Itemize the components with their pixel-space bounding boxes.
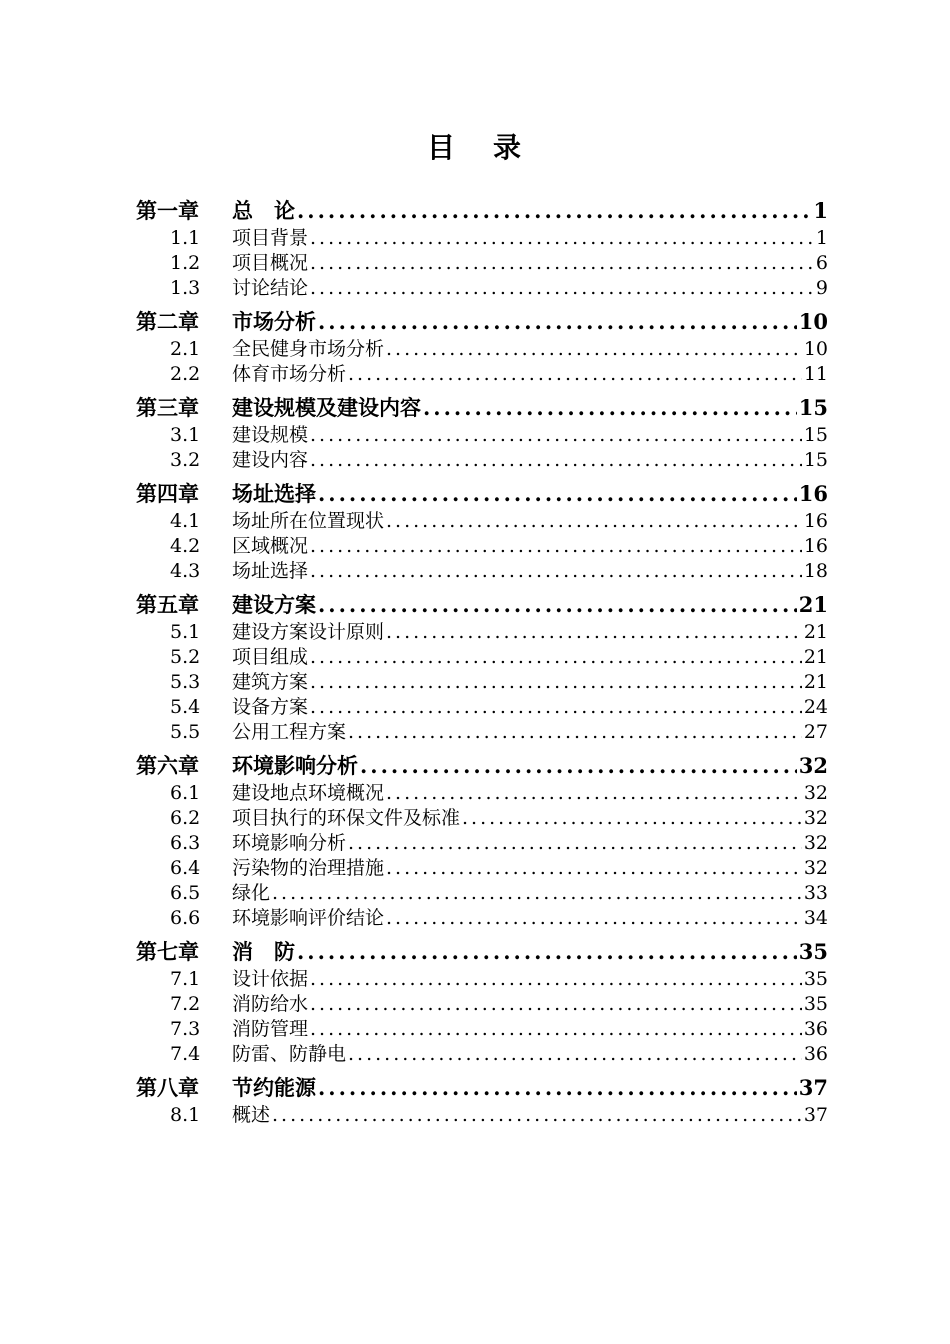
section-title: 设计依据: [232, 968, 309, 990]
page-number: 10: [803, 338, 828, 360]
section-number: 3.2: [170, 449, 201, 471]
toc-section-entry[interactable]: [136, 645, 828, 670]
dot-leader: [310, 992, 802, 1017]
dot-leader: [310, 645, 802, 670]
toc-section-entry[interactable]: [136, 448, 828, 473]
section-title: 项目背景: [232, 227, 309, 249]
toc-section-entry[interactable]: [136, 337, 828, 362]
page-number: 21: [803, 671, 828, 693]
dot-leader: [310, 670, 802, 695]
chapter-number: 第七章: [136, 939, 199, 964]
dot-leader: [348, 1042, 802, 1067]
section-title: 环境影响分析: [232, 832, 347, 854]
section-number: 6.5: [170, 882, 201, 904]
section-number: 7.4: [170, 1043, 201, 1065]
dot-leader: [310, 448, 802, 473]
chapter-number: 第一章: [136, 198, 199, 223]
dot-leader: [360, 751, 797, 781]
section-title: 绿化: [232, 882, 271, 904]
toc-chapter-entry[interactable]: [136, 307, 828, 337]
page-number: 36: [803, 1043, 828, 1065]
dot-leader: [386, 509, 802, 534]
toc-chapter-entry[interactable]: [136, 393, 828, 423]
page-number: 15: [798, 395, 828, 420]
dot-leader: [462, 806, 802, 831]
section-title: 建设地点环境概况: [232, 782, 385, 804]
dot-leader: [310, 559, 802, 584]
dot-leader: [318, 590, 797, 620]
section-title: 项目概况: [232, 252, 309, 274]
section-title: 项目组成: [232, 646, 309, 668]
section-number: 4.1: [170, 510, 201, 532]
page-number: 16: [803, 510, 828, 532]
section-title: 消防管理: [232, 1018, 309, 1040]
page-number: 10: [798, 309, 828, 334]
section-number: 1.1: [170, 227, 201, 249]
toc-section-entry[interactable]: [136, 670, 828, 695]
toc-section-entry[interactable]: [136, 881, 828, 906]
section-number: 5.2: [170, 646, 201, 668]
chapter-number: 第三章: [136, 395, 199, 420]
section-title: 区域概况: [232, 535, 309, 557]
section-number: 6.6: [170, 907, 201, 929]
section-number: 7.2: [170, 993, 201, 1015]
page-number: 15: [803, 449, 828, 471]
toc-chapter-group: [136, 196, 828, 301]
page-number: 35: [803, 993, 828, 1015]
toc-chapter-entry[interactable]: [136, 751, 828, 781]
page-number: 36: [803, 1018, 828, 1040]
section-title: 体育市场分析: [232, 363, 347, 385]
section-title: 项目执行的环保文件及标准: [232, 807, 461, 829]
section-number: 6.2: [170, 807, 201, 829]
toc-section-entry[interactable]: [136, 992, 828, 1017]
page-number: 1: [815, 227, 828, 249]
section-number: 5.5: [170, 721, 201, 743]
toc-section-entry[interactable]: [136, 781, 828, 806]
section-title: 概述: [232, 1104, 271, 1126]
toc-chapter-group: [136, 307, 828, 387]
dot-leader: [318, 479, 797, 509]
table-of-contents: [136, 196, 828, 1134]
dot-leader: [348, 831, 802, 856]
section-number: 4.3: [170, 560, 201, 582]
section-title: 场址选择: [232, 560, 309, 582]
dot-leader: [318, 307, 797, 337]
toc-section-entry[interactable]: [136, 423, 828, 448]
page-number: 32: [798, 753, 828, 778]
toc-section-entry[interactable]: [136, 695, 828, 720]
dot-leader: [272, 1103, 802, 1128]
chapter-number: 第二章: [136, 309, 199, 334]
chapter-title: 节约能源: [232, 1075, 316, 1100]
page-number: 21: [803, 646, 828, 668]
toc-chapter-entry[interactable]: [136, 479, 828, 509]
page-number: 35: [798, 939, 828, 964]
section-title: 建设规模: [232, 424, 309, 446]
dot-leader: [386, 856, 802, 881]
page-number: 24: [803, 696, 828, 718]
dot-leader: [386, 781, 802, 806]
toc-section-entry[interactable]: [136, 251, 828, 276]
dot-leader: [310, 967, 802, 992]
page-number: 1: [813, 198, 828, 223]
page-number: 16: [803, 535, 828, 557]
toc-chapter-group: [136, 393, 828, 473]
section-number: 6.1: [170, 782, 201, 804]
chapter-title: 场址选择: [232, 481, 316, 506]
dot-leader: [310, 1017, 802, 1042]
section-title: 讨论结论: [232, 277, 309, 299]
page-number: 18: [803, 560, 828, 582]
section-number: 1.3: [170, 277, 201, 299]
toc-section-entry[interactable]: [136, 362, 828, 387]
section-number: 6.4: [170, 857, 201, 879]
page-number: 33: [803, 882, 828, 904]
section-number: 6.3: [170, 832, 201, 854]
toc-section-entry[interactable]: [136, 559, 828, 584]
chapter-title: 总 论: [232, 198, 295, 223]
dot-leader: [386, 620, 802, 645]
section-number: 7.3: [170, 1018, 201, 1040]
chapter-title: 环境影响分析: [232, 753, 358, 778]
toc-section-entry[interactable]: [136, 906, 828, 931]
chapter-number: 第五章: [136, 592, 199, 617]
dot-leader: [310, 695, 802, 720]
toc-chapter-entry[interactable]: [136, 196, 828, 226]
dot-leader: [272, 881, 802, 906]
page-number: 9: [815, 277, 828, 299]
toc-section-entry[interactable]: [136, 1103, 828, 1128]
toc-chapter-group: [136, 479, 828, 584]
dot-leader: [310, 423, 802, 448]
toc-chapter-entry[interactable]: [136, 590, 828, 620]
page-title: [0, 126, 950, 166]
dot-leader: [386, 337, 802, 362]
section-title: 设备方案: [232, 696, 309, 718]
section-number: 5.3: [170, 671, 201, 693]
chapter-number: 第八章: [136, 1075, 199, 1100]
page-number: 6: [815, 252, 828, 274]
dot-leader: [297, 196, 811, 226]
page-number: 32: [803, 807, 828, 829]
page-number: 16: [798, 481, 828, 506]
section-title: 全民健身市场分析: [232, 338, 385, 360]
page-number: 32: [803, 857, 828, 879]
dot-leader: [310, 251, 814, 276]
toc-section-entry[interactable]: [136, 534, 828, 559]
toc-chapter-group: [136, 590, 828, 745]
toc-section-entry[interactable]: [136, 276, 828, 301]
page-number: 34: [803, 907, 828, 929]
section-title: 建设内容: [232, 449, 309, 471]
section-number: 5.1: [170, 621, 201, 643]
section-number: 2.1: [170, 338, 201, 360]
section-title: 场址所在位置现状: [232, 510, 385, 532]
page-number: 27: [803, 721, 828, 743]
chapter-title: 市场分析: [232, 309, 316, 334]
section-number: 1.2: [170, 252, 201, 274]
toc-chapter-group: [136, 1073, 828, 1128]
section-title: 建设方案设计原则: [232, 621, 385, 643]
section-title: 消防给水: [232, 993, 309, 1015]
toc-section-entry[interactable]: [136, 509, 828, 534]
section-title: 环境影响评价结论: [232, 907, 385, 929]
dot-leader: [348, 720, 802, 745]
dot-leader: [297, 937, 797, 967]
toc-section-entry[interactable]: [136, 1042, 828, 1067]
page-number: 11: [803, 363, 828, 385]
chapter-title: 建设规模及建设内容: [232, 395, 421, 420]
toc-chapter-entry[interactable]: [136, 1073, 828, 1103]
section-title: 防雷、防静电: [232, 1043, 347, 1065]
page-number: 32: [803, 832, 828, 854]
title-char: 录: [493, 131, 524, 164]
page-number: 15: [803, 424, 828, 446]
chapter-title: 消 防: [232, 939, 295, 964]
page-number: 21: [798, 592, 828, 617]
toc-chapter-entry[interactable]: [136, 937, 828, 967]
section-number: 4.2: [170, 535, 201, 557]
section-number: 8.1: [170, 1104, 201, 1126]
page-number: 21: [803, 621, 828, 643]
page-number: 37: [798, 1075, 828, 1100]
toc-chapter-group: [136, 937, 828, 1067]
toc-section-entry[interactable]: [136, 226, 828, 251]
section-number: 3.1: [170, 424, 201, 446]
toc-section-entry[interactable]: [136, 806, 828, 831]
page-number: 35: [803, 968, 828, 990]
page-number: 32: [803, 782, 828, 804]
section-title: 公用工程方案: [232, 721, 347, 743]
section-number: 5.4: [170, 696, 201, 718]
toc-section-entry[interactable]: [136, 720, 828, 745]
section-title: 污染物的治理措施: [232, 857, 385, 879]
chapter-number: 第六章: [136, 753, 199, 778]
dot-leader: [348, 362, 802, 387]
title-char: 目: [426, 131, 457, 164]
toc-section-entry[interactable]: [136, 831, 828, 856]
dot-leader: [310, 276, 814, 301]
dot-leader: [310, 226, 814, 251]
page-number: 37: [803, 1104, 828, 1126]
chapter-title: 建设方案: [232, 592, 316, 617]
dot-leader: [318, 1073, 797, 1103]
toc-chapter-group: [136, 751, 828, 931]
chapter-number: 第四章: [136, 481, 199, 506]
toc-section-entry[interactable]: [136, 967, 828, 992]
toc-section-entry[interactable]: [136, 1017, 828, 1042]
section-title: 建筑方案: [232, 671, 309, 693]
dot-leader: [423, 393, 797, 423]
section-number: 7.1: [170, 968, 201, 990]
section-number: 2.2: [170, 363, 201, 385]
dot-leader: [386, 906, 802, 931]
dot-leader: [310, 534, 802, 559]
toc-section-entry[interactable]: [136, 856, 828, 881]
toc-section-entry[interactable]: [136, 620, 828, 645]
